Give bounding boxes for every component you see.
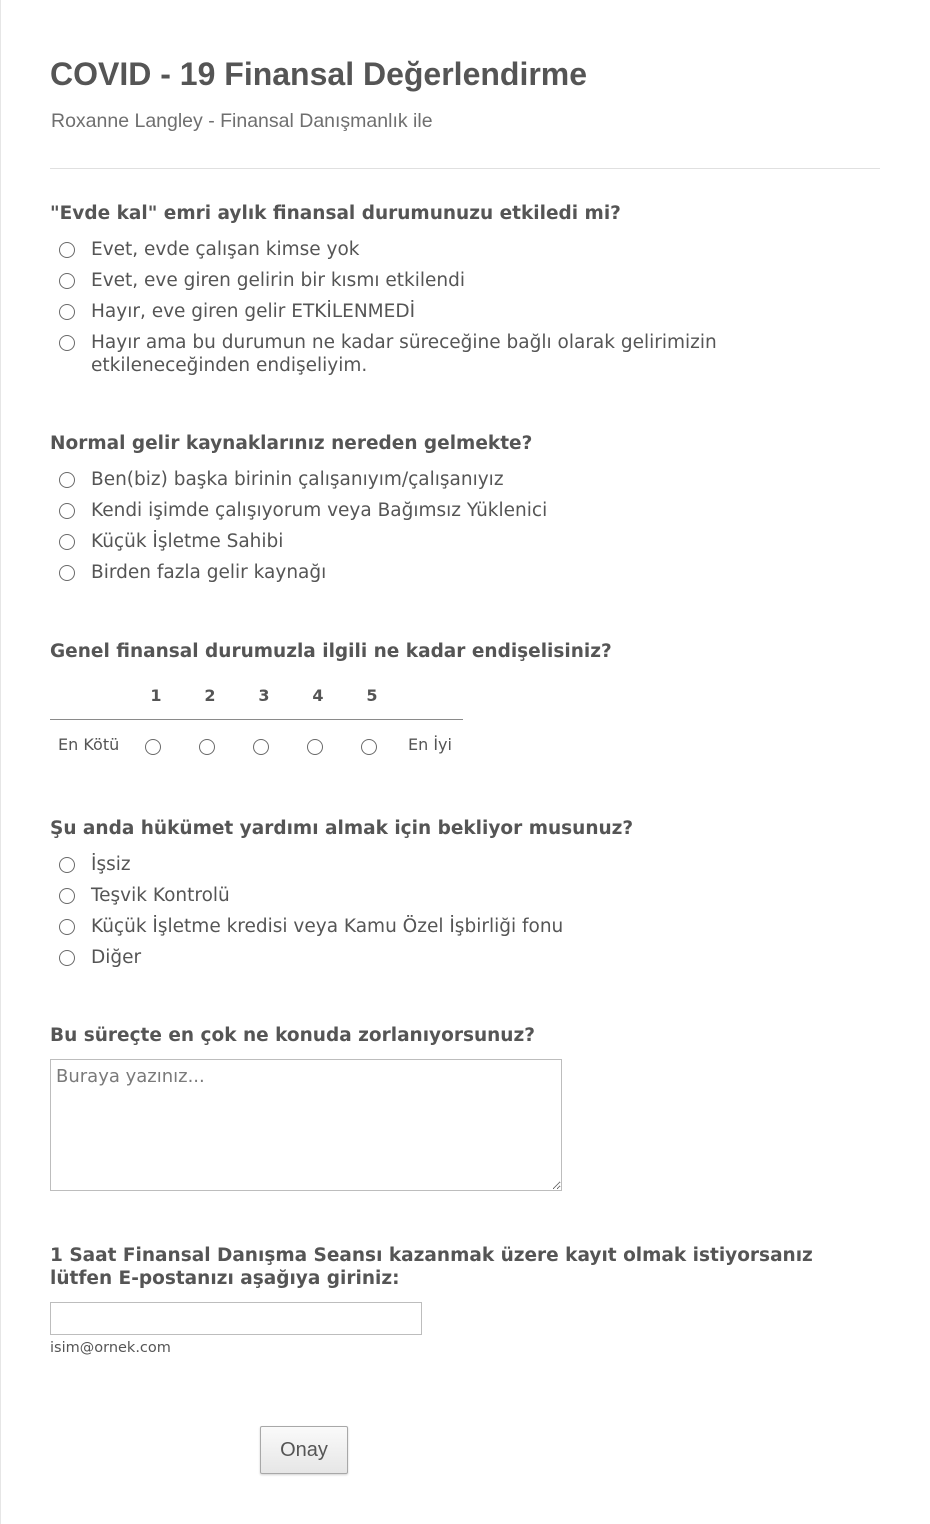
radio-option-label: Teşvik Kontrolü: [91, 885, 230, 906]
radio-button[interactable]: [59, 919, 75, 935]
radio-button[interactable]: [59, 888, 75, 904]
radio-option-label: Hayır, eve giren gelir ETKİLENMEDİ: [91, 301, 416, 322]
radio-option-label: Ben(biz) başka birinin çalışanıyım/çalışanıyız: [91, 469, 504, 490]
email-input[interactable]: [50, 1302, 422, 1335]
radio-option-label: Evet, evde çalışan kimse yok: [91, 239, 360, 260]
radio-option-label: Küçük İşletme Sahibi: [91, 531, 284, 552]
question-income-sources: Normal gelir kaynaklarınız nereden gelmekte?: [50, 433, 533, 454]
form-title: COVID - 19 Finansal Değerlendirme: [50, 56, 588, 92]
scale-divider: [50, 719, 463, 720]
scale-radio-4[interactable]: [307, 739, 323, 755]
question-email-signup: 1 Saat Finansal Danışma Seansı kazanmak üzere kayıt olmak istiyorsanız lütfen E-postanızı aşağıya giriniz:: [50, 1245, 813, 1289]
question-stay-home-impact: "Evde kal" emri aylık finansal durumunuzu etkiledi mi?: [50, 203, 621, 224]
scale-rating: [50, 682, 463, 762]
radio-button[interactable]: [59, 304, 75, 320]
radio-button[interactable]: [59, 565, 75, 581]
radio-option-label: Birden fazla gelir kaynağı: [91, 562, 327, 583]
page-border: [0, 0, 1, 1524]
radio-option-label: İşsiz: [91, 854, 131, 875]
radio-button[interactable]: [59, 503, 75, 519]
radio-button[interactable]: [59, 950, 75, 966]
radio-button[interactable]: [59, 242, 75, 258]
form-subtitle: Roxanne Langley - Finansal Danışmanlık ile: [51, 110, 433, 132]
scale-number: 2: [204, 686, 216, 705]
scale-radio-5[interactable]: [361, 739, 377, 755]
header-divider: [50, 168, 880, 169]
scale-radio-1[interactable]: [145, 739, 161, 755]
radio-option-label: Diğer: [91, 947, 142, 968]
email-sublabel: isim@ornek.com: [50, 1340, 171, 1356]
scale-number: 4: [312, 686, 324, 705]
radio-button[interactable]: [59, 472, 75, 488]
scale-high-label: En İyi: [408, 735, 452, 754]
struggle-textarea[interactable]: [50, 1059, 562, 1191]
scale-number: 1: [150, 686, 162, 705]
question-concern-level: Genel finansal durumuzla ilgili ne kadar endişelisiniz?: [50, 641, 612, 662]
scale-radio-2[interactable]: [199, 739, 215, 755]
scale-radio-3[interactable]: [253, 739, 269, 755]
scale-number: 3: [258, 686, 270, 705]
question-biggest-struggle: Bu süreçte en çok ne konuda zorlanıyorsunuz?: [50, 1025, 535, 1046]
radio-option-label: Küçük İşletme kredisi veya Kamu Özel İşbirliği fonu: [91, 916, 564, 937]
radio-option-label: Evet, eve giren gelirin bir kısmı etkilendi: [91, 270, 465, 291]
radio-option-label: Kendi işimde çalışıyorum veya Bağımsız Yüklenici: [91, 500, 548, 521]
radio-button[interactable]: [59, 273, 75, 289]
radio-option-label: Hayır ama bu durumun ne kadar süreceğine bağlı olarak gelirimizin etkileneceğinden endişeliyim.: [91, 332, 717, 376]
question-government-aid: Şu anda hükümet yardımı almak için bekliyor musunuz?: [50, 818, 634, 839]
submit-button[interactable]: Onay: [260, 1426, 348, 1474]
radio-button[interactable]: [59, 335, 75, 351]
radio-button[interactable]: [59, 534, 75, 550]
radio-button[interactable]: [59, 857, 75, 873]
scale-low-label: En Kötü: [58, 735, 120, 754]
scale-number: 5: [366, 686, 378, 705]
